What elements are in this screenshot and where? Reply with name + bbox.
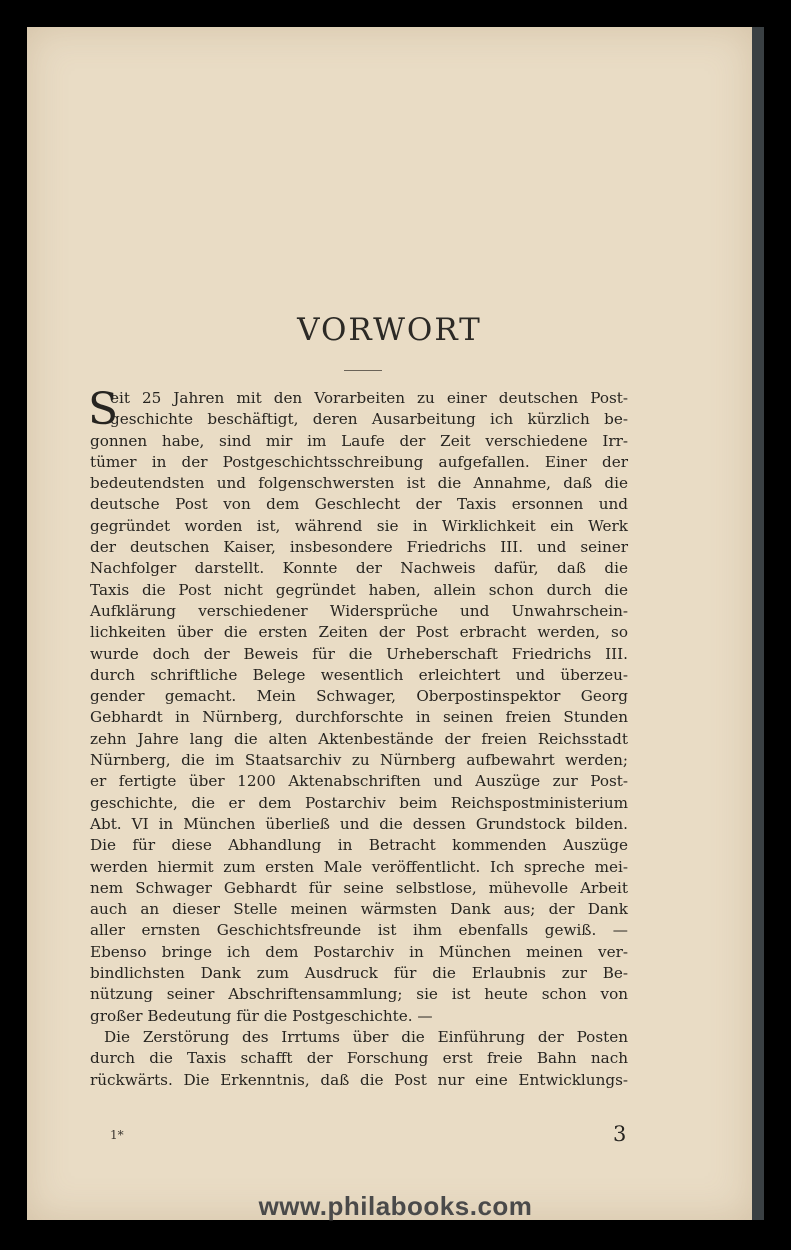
text-line: geschichte beschäftigt, deren Ausarbeitung ich kürzlich be- — [110, 410, 628, 429]
text-line: gegründet worden ist, während sie in Wirklichkeit ein Werk — [90, 516, 628, 535]
body-text — [88, 384, 628, 1091]
text-line: nem Schwager Gebhardt für seine selbstlose, mühevolle Arbeit — [90, 878, 628, 897]
drop-cap: S — [88, 384, 119, 435]
signature-mark: 1* — [110, 1128, 124, 1142]
book-page — [27, 27, 752, 1220]
text-line: auch an dieser Stelle meinen wärmsten Dank aus; der Dank — [90, 900, 628, 919]
text-line: Abt. VI in München überließ und die dessen Grundstock bilden. — [90, 814, 628, 833]
text-line: Gebhardt in Nürnberg, durchforschte in seinen freien Stunden — [90, 708, 628, 727]
text-line: geschichte, die er dem Postarchiv beim Reichspostministerium — [90, 793, 628, 812]
text-line: Ebenso bringe ich dem Postarchiv in München meinen ver- — [90, 942, 628, 961]
text-line: Nürnberg, die im Staatsarchiv zu Nürnberg aufbewahrt werden; — [90, 751, 628, 770]
text-line: bedeutendsten und folgenschwersten ist die Annahme, daß die — [90, 474, 628, 493]
text-line: durch schriftliche Belege wesentlich erleichtert und überzeu- — [90, 665, 628, 684]
text-line: Taxis die Post nicht gegründet haben, allein schon durch die — [90, 580, 628, 599]
second-paragraph — [90, 1027, 628, 1091]
text-line: Die Zerstörung des Irrtums über die Einführung der Posten — [104, 1027, 628, 1046]
title-divider — [344, 370, 382, 371]
text-line: wurde doch der Beweis für die Urheberschaft Friedrichs III. — [90, 644, 628, 663]
text-line: durch die Taxis schafft der Forschung erst freie Bahn nach — [90, 1049, 628, 1068]
text-line: gonnen habe, sind mir im Laufe der Zeit verschiedene Irr- — [90, 431, 628, 450]
text-line: werden hiermit zum ersten Male veröffentlicht. Ich spreche mei- — [90, 857, 628, 876]
text-line: großer Bedeutung für die Postgeschichte. — — [90, 1006, 433, 1025]
text-line: er fertigte über 1200 Aktenabschriften und Auszüge zur Post- — [90, 772, 628, 791]
text-line: zehn Jahre lang die alten Aktenbestände der freien Reichsstadt — [90, 729, 628, 748]
text-line: tümer in der Postgeschichtsschreibung aufgefallen. Einer der — [90, 452, 628, 471]
page-title: VORWORT — [297, 312, 482, 348]
text-line: deutsche Post von dem Geschlecht der Taxis ersonnen und — [90, 495, 628, 514]
book-edge — [752, 27, 764, 1220]
page-number: 3 — [613, 1122, 627, 1146]
text-line: Die für diese Abhandlung in Betracht kommenden Auszüge — [90, 836, 628, 855]
text-line: eit 25 Jahren mit den Vorarbeiten zu einer deutschen Post- — [110, 389, 628, 407]
text-line: lichkeiten über die ersten Zeiten der Post erbracht werden, so — [90, 623, 628, 642]
text-line: nützung seiner Abschriftensammlung; sie ist heute schon von — [90, 985, 628, 1004]
text-line: Nachfolger darstellt. Konnte der Nachweis dafür, daß die — [90, 559, 628, 578]
text-line: gender gemacht. Mein Schwager, Oberpostinspektor Georg — [90, 687, 628, 706]
text-line: der deutschen Kaiser, insbesondere Friedrichs III. und seiner — [90, 538, 628, 557]
text-line: bindlichsten Dank zum Ausdruck für die Erlaubnis zur Be- — [90, 964, 628, 983]
watermark: www.philabooks.com — [258, 1191, 533, 1221]
text-line: Aufklärung verschiedener Widersprüche und Unwahrschein- — [90, 601, 628, 620]
text-line: aller ernsten Geschichtsfreunde ist ihm ebenfalls gewiß. — — [90, 921, 628, 940]
first-paragraph — [88, 384, 628, 1027]
text-line: rückwärts. Die Erkenntnis, daß die Post nur eine Entwicklungs- — [90, 1070, 628, 1089]
